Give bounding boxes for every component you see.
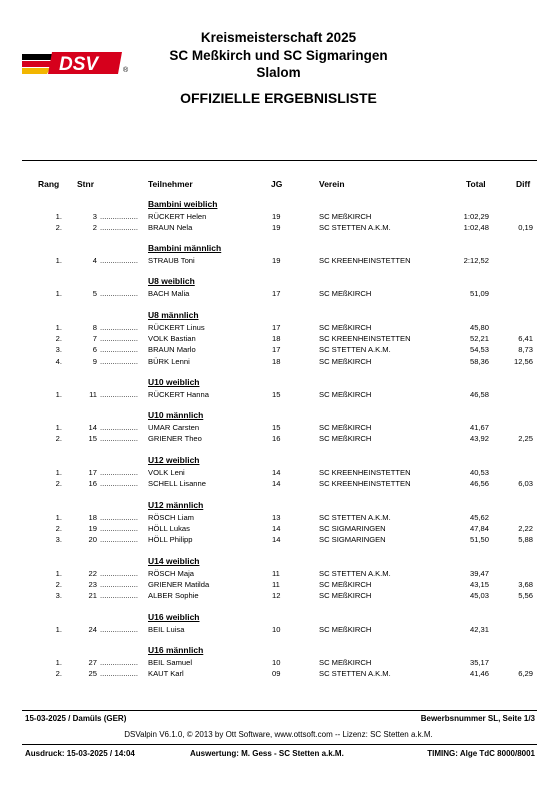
total-time-cell: 45,62 (469, 513, 489, 522)
col-total: Total (466, 179, 486, 189)
total-time-cell: 52,21 (469, 334, 489, 344)
rank-cell: 4. (55, 356, 62, 366)
leader-dots: .................. (100, 390, 138, 399)
club-cell: SC MEßKIRCH (319, 658, 372, 667)
athlete-name-cell: BEIL Samuel (148, 658, 193, 667)
total-time-cell: 51,50 (469, 535, 489, 545)
leader-dots: .................. (100, 468, 138, 477)
result-row (0, 212, 557, 223)
athlete-name-cell: GRIENER Theo (148, 434, 202, 444)
bib-number-cell: 20 (88, 535, 97, 545)
birth-year-cell: 11 (272, 569, 280, 578)
birth-year-cell: 14 (272, 479, 281, 489)
col-rang: Rang (38, 179, 60, 189)
category-heading: U14 weiblich (148, 556, 200, 566)
leader-dots: .................. (100, 658, 138, 667)
total-time-cell: 35,17 (469, 658, 489, 667)
time-diff-cell: 6,41 (518, 334, 533, 344)
list-title: OFFIZIELLE ERGEBNISLISTE (180, 90, 377, 106)
athlete-name-cell: RÜCKERT Hanna (148, 390, 209, 399)
col-verein: Verein (319, 179, 345, 189)
result-row (0, 535, 557, 546)
footer-race-page: Bewerbsnummer SL, Seite 1/3 (420, 714, 535, 723)
birth-year-cell: 13 (272, 513, 281, 522)
result-row (0, 434, 557, 445)
time-diff-cell: 8,73 (518, 345, 533, 355)
bib-number-cell: 11 (89, 390, 97, 399)
club-cell: SC STETTEN A.K.M. (319, 513, 391, 522)
rank-cell: 2. (55, 434, 62, 444)
club-cell: SC MEßKIRCH (319, 434, 372, 444)
leader-dots: .................. (100, 569, 138, 578)
time-diff-cell: 6,29 (518, 669, 533, 679)
athlete-name-cell: RÖSCH Maja (148, 569, 194, 578)
club-cell: SC KREENHEINSTETTEN (319, 479, 411, 489)
bib-number-cell: 9 (92, 356, 97, 366)
col-teilnehmer: Teilnehmer (148, 179, 193, 189)
bib-number-cell: 2 (92, 223, 97, 233)
athlete-name-cell: STRAUB Toni (148, 256, 195, 265)
total-time-cell: 54,53 (469, 345, 489, 355)
leader-dots: .................. (100, 212, 138, 221)
rank-cell: 1. (55, 468, 62, 477)
rank-cell: 3. (55, 535, 62, 545)
total-time-cell: 40,53 (469, 468, 489, 477)
bib-number-cell: 23 (88, 580, 97, 590)
category-heading: U12 männlich (148, 500, 204, 510)
footer-divider-bottom (22, 744, 537, 745)
bib-number-cell: 21 (88, 591, 97, 601)
athlete-name-cell: BACH Malia (148, 289, 190, 298)
rank-cell: 1. (55, 658, 62, 667)
total-time-cell: 39,47 (469, 569, 489, 578)
result-row (0, 390, 557, 401)
birth-year-cell: 15 (272, 423, 281, 432)
result-row (0, 468, 557, 479)
club-cell: SC STETTEN A.K.M. (319, 569, 391, 578)
birth-year-cell: 11 (272, 580, 280, 590)
category-heading: U10 weiblich (148, 377, 200, 387)
leader-dots: .................. (100, 323, 138, 332)
col-diff: Diff (516, 179, 531, 189)
athlete-name-cell: VOLK Leni (148, 468, 185, 477)
birth-year-cell: 10 (272, 625, 281, 634)
svg-text:DSV: DSV (59, 54, 99, 75)
rank-cell: 1. (55, 569, 62, 578)
footer-date-place: 15-03-2025 / Damüls (GER) (25, 714, 127, 723)
leader-dots: .................. (100, 513, 138, 522)
leader-dots: .................. (100, 524, 138, 534)
total-time-cell: 46,58 (469, 390, 489, 399)
athlete-name-cell: BEIL Luisa (148, 625, 185, 634)
total-time-cell: 42,31 (469, 625, 489, 634)
birth-year-cell: 17 (272, 345, 281, 355)
athlete-name-cell: BRAUN Marlo (148, 345, 196, 355)
bib-number-cell: 8 (92, 323, 97, 332)
leader-dots: .................. (100, 434, 138, 444)
rank-cell: 1. (55, 212, 62, 221)
athlete-name-cell: HÖLL Philipp (148, 535, 193, 545)
rank-cell: 2. (55, 479, 62, 489)
category-heading: U16 weiblich (148, 612, 200, 622)
category-heading: U10 männlich (148, 410, 204, 420)
birth-year-cell: 18 (272, 334, 281, 344)
birth-year-cell: 14 (272, 468, 281, 477)
result-row (0, 513, 557, 524)
bib-number-cell: 14 (88, 423, 97, 432)
rank-cell: 1. (55, 513, 62, 522)
col-jg: JG (271, 179, 283, 189)
bib-number-cell: 7 (92, 334, 97, 344)
rank-cell: 1. (55, 256, 62, 265)
leader-dots: .................. (100, 256, 138, 265)
club-cell: SC KREENHEINSTETTEN (319, 256, 411, 265)
club-cell: SC KREENHEINSTETTEN (319, 468, 411, 477)
time-diff-cell: 2,25 (518, 434, 533, 444)
leader-dots: .................. (100, 535, 138, 545)
result-row (0, 323, 557, 334)
event-title: Kreismeisterschaft 2025 (200, 30, 357, 45)
result-row (0, 256, 557, 267)
bib-number-cell: 24 (88, 625, 97, 634)
bib-number-cell: 4 (92, 256, 97, 265)
discipline-title: Slalom (256, 65, 301, 80)
time-diff-cell: 6,03 (518, 479, 533, 489)
athlete-name-cell: RÜCKERT Helen (148, 212, 207, 221)
total-time-cell: 46,56 (469, 479, 489, 489)
rank-cell: 3. (55, 591, 62, 601)
athlete-name-cell: UMAR Carsten (148, 423, 200, 432)
footer-timing: TIMING: Alge TdC 8000/8001 (427, 749, 535, 758)
club-cell: SC MEßKIRCH (319, 580, 372, 590)
rank-cell: 3. (55, 345, 62, 355)
birth-year-cell: 18 (272, 356, 281, 366)
result-row (0, 223, 557, 234)
leader-dots: .................. (100, 625, 138, 634)
time-diff-cell: 3,68 (518, 580, 533, 590)
total-time-cell: 58,36 (469, 356, 489, 366)
club-cell: SC STETTEN A.K.M. (319, 223, 391, 233)
club-cell: SC KREENHEINSTETTEN (319, 334, 411, 344)
bib-number-cell: 19 (88, 524, 97, 534)
athlete-name-cell: ALBER Sophie (148, 591, 199, 601)
athlete-name-cell: RÖSCH Liam (148, 513, 194, 522)
club-cell: SC SIGMARINGEN (319, 535, 386, 545)
result-row (0, 423, 557, 434)
rank-cell: 2. (55, 669, 62, 679)
bib-number-cell: 18 (88, 513, 97, 522)
club-cell: SC STETTEN A.K.M. (319, 345, 391, 355)
club-cell: SC MEßKIRCH (319, 212, 372, 221)
result-row (0, 479, 557, 490)
leader-dots: .................. (100, 223, 138, 233)
footer-software: DSValpin V6.1.0, © 2013 by Ott Software, www.ottsoft.com -- Lizenz: SC Stetten a.k.M. (124, 730, 433, 739)
rank-cell: 2. (55, 580, 62, 590)
bib-number-cell: 27 (88, 658, 97, 667)
birth-year-cell: 12 (272, 591, 281, 601)
svg-text:®: ® (123, 67, 129, 74)
bib-number-cell: 22 (88, 569, 97, 578)
total-time-cell: 1:02,29 (463, 212, 489, 221)
rank-cell: 1. (55, 390, 62, 399)
total-time-cell: 45,03 (469, 591, 489, 601)
athlete-name-cell: KAUT Karl (148, 669, 184, 679)
total-time-cell: 43,15 (469, 580, 489, 590)
time-diff-cell: 2,22 (518, 524, 533, 534)
footer-evaluation: Auswertung: M. Gess - SC Stetten a.k.M. (190, 749, 344, 758)
time-diff-cell: 12,56 (513, 356, 533, 366)
result-row (0, 345, 557, 356)
total-time-cell: 41,67 (469, 423, 489, 432)
leader-dots: .................. (100, 334, 138, 344)
bib-number-cell: 17 (88, 468, 97, 477)
club-cell: SC MEßKIRCH (319, 591, 372, 601)
organizer-title: SC Meßkirch und SC Sigmaringen (169, 48, 388, 63)
club-cell: SC MEßKIRCH (319, 289, 372, 298)
leader-dots: .................. (100, 669, 138, 679)
total-time-cell: 47,84 (469, 524, 489, 534)
club-cell: SC MEßKIRCH (319, 356, 372, 366)
total-time-cell: 2:12,52 (463, 256, 489, 265)
header-divider (22, 160, 537, 161)
bib-number-cell: 6 (92, 345, 97, 355)
birth-year-cell: 10 (272, 658, 281, 667)
rank-cell: 1. (55, 323, 62, 332)
category-heading: Bambini männlich (148, 243, 222, 253)
athlete-name-cell: BÜRK Lenni (148, 356, 190, 366)
athlete-name-cell: GRIENER Matilda (148, 580, 210, 590)
time-diff-cell: 0,19 (518, 223, 533, 233)
result-row (0, 625, 557, 636)
time-diff-cell: 5,88 (518, 535, 533, 545)
result-row (0, 357, 557, 368)
total-time-cell: 1:02,48 (463, 223, 489, 233)
leader-dots: .................. (100, 479, 138, 489)
leader-dots: .................. (100, 580, 138, 590)
result-row (0, 569, 557, 580)
category-heading: Bambini weiblich (148, 199, 218, 209)
club-cell: SC SIGMARINGEN (319, 524, 386, 534)
time-diff-cell: 5,56 (518, 591, 533, 601)
total-time-cell: 43,92 (469, 434, 489, 444)
athlete-name-cell: SCHELL Lisanne (148, 479, 206, 489)
athlete-name-cell: RÜCKERT Linus (148, 323, 205, 332)
result-row (0, 591, 557, 602)
total-time-cell: 51,09 (469, 289, 489, 298)
leader-dots: .................. (100, 423, 138, 432)
result-row (0, 580, 557, 591)
col-stnr: Stnr (77, 179, 94, 189)
athlete-name-cell: BRAUN Nela (148, 223, 193, 233)
birth-year-cell: 15 (272, 390, 281, 399)
birth-year-cell: 19 (272, 256, 281, 265)
bib-number-cell: 15 (88, 434, 97, 444)
footer-divider-top (22, 710, 537, 711)
birth-year-cell: 19 (272, 223, 281, 233)
footer-printed: Ausdruck: 15-03-2025 / 14:04 (25, 749, 135, 758)
bib-number-cell: 3 (92, 212, 97, 221)
category-heading: U8 weiblich (148, 276, 195, 286)
birth-year-cell: 14 (272, 524, 281, 534)
leader-dots: .................. (100, 289, 138, 298)
rank-cell: 2. (55, 524, 62, 534)
result-row (0, 524, 557, 535)
athlete-name-cell: VOLK Bastian (148, 334, 196, 344)
rank-cell: 2. (55, 334, 62, 344)
birth-year-cell: 17 (272, 289, 281, 298)
bib-number-cell: 25 (88, 669, 97, 679)
category-heading: U16 männlich (148, 645, 204, 655)
athlete-name-cell: HÖLL Lukas (148, 524, 190, 534)
leader-dots: .................. (100, 356, 138, 366)
result-row (0, 669, 557, 680)
bib-number-cell: 16 (88, 479, 97, 489)
result-row (0, 289, 557, 300)
birth-year-cell: 16 (272, 434, 281, 444)
bib-number-cell: 5 (92, 289, 97, 298)
rank-cell: 1. (55, 289, 62, 298)
rank-cell: 1. (55, 423, 62, 432)
leader-dots: .................. (100, 345, 138, 355)
club-cell: SC MEßKIRCH (319, 323, 372, 332)
rank-cell: 2. (55, 223, 62, 233)
club-cell: SC MEßKIRCH (319, 390, 372, 399)
rank-cell: 1. (55, 625, 62, 634)
club-cell: SC MEßKIRCH (319, 625, 372, 634)
birth-year-cell: 19 (272, 212, 281, 221)
result-row (0, 658, 557, 669)
leader-dots: .................. (100, 591, 138, 601)
club-cell: SC MEßKIRCH (319, 423, 372, 432)
result-row (0, 334, 557, 345)
club-cell: SC STETTEN A.K.M. (319, 669, 391, 679)
category-heading: U12 weiblich (148, 455, 200, 465)
birth-year-cell: 14 (272, 535, 281, 545)
total-time-cell: 45,80 (469, 323, 489, 332)
total-time-cell: 41,46 (469, 669, 489, 679)
birth-year-cell: 09 (272, 669, 281, 679)
category-heading: U8 männlich (148, 310, 199, 320)
birth-year-cell: 17 (272, 323, 281, 332)
